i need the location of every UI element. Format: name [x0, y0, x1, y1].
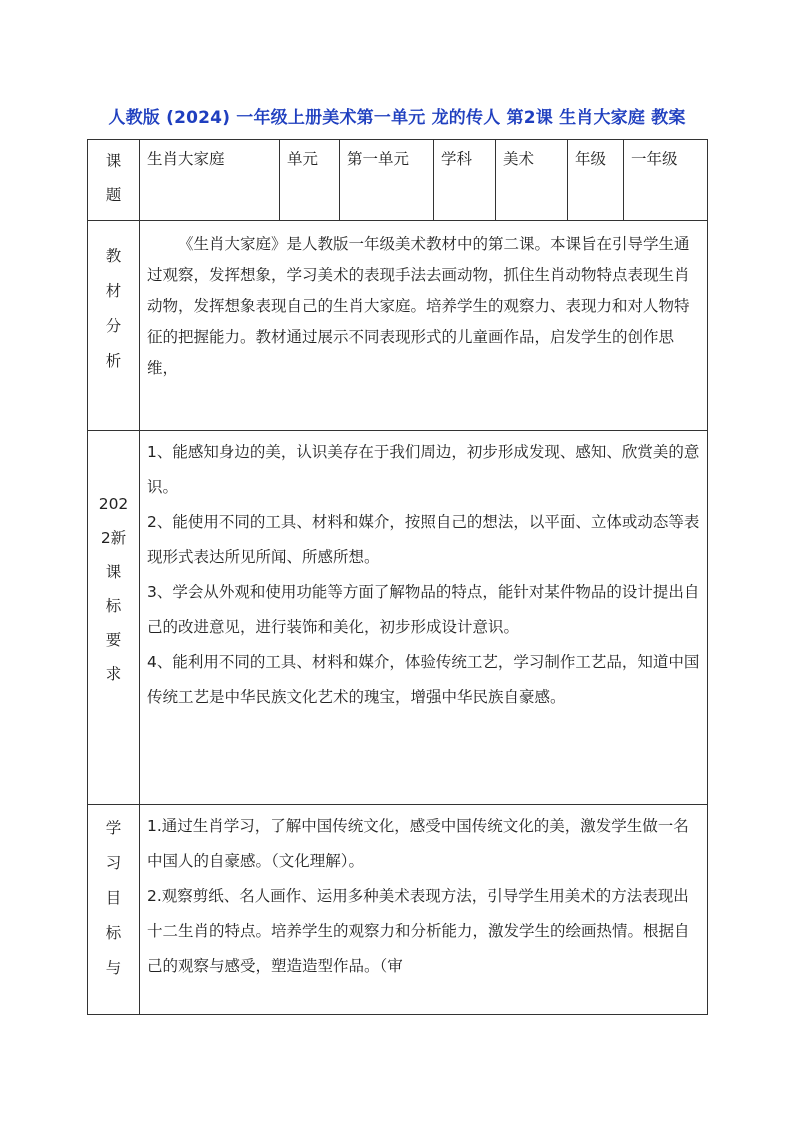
analysis-row [88, 221, 708, 431]
goals-content [140, 805, 708, 1015]
grade-label: 年级 [568, 140, 624, 221]
standards-label: 202 2新 课 标 要 求 [88, 431, 140, 805]
unit-value: 第一单元 [340, 140, 434, 221]
info-row [88, 140, 708, 221]
standard-item: 2、能使用不同的工具、材料和媒介，按照自己的想法，以平面、立体或动态等表现形式表达所见所闻、所感所想。 [147, 513, 700, 566]
goal-item: 2.观察剪纸、名人画作、运用多种美术表现方法，引导学生用美术的方法表现出十二生肖的特点。培养学生的观察力和分析能力，激发学生的绘画热情。根据自己的观察与感受，塑造造型作品。（审 [147, 887, 690, 975]
subject-value: 美术 [496, 140, 568, 221]
standards-row [88, 431, 708, 805]
document-title: 人教版 (2024) 一年级上册美术第一单元 龙的传人 第2课 生肖大家庭 教案 [108, 108, 686, 128]
standard-item: 1、能感知身边的美，认识美存在于我们周边，初步形成发现、感知、欣赏美的意识。 [147, 443, 700, 496]
unit-label: 单元 [280, 140, 340, 221]
goals-label: 学 习 目 标 与 [88, 805, 140, 1015]
standard-item: 3、学会从外观和使用功能等方面了解物品的特点，能针对某件物品的设计提出自己的改进意见，进行装饰和美化，初步形成设计意识。 [147, 583, 700, 636]
analysis-paragraph: 《生肖大家庭》是人教版一年级美术教材中的第二课。本课旨在引导学生通过观察，发挥想象，学习美术的表现手法去画动物，抓住生肖动物特点表现生肖动物，发挥想象表现自己的生肖大家庭。培养学生的观察力、表现力和对人物特征的把握能力。教材通过展示不同表现形式的儿童画作品，启发学生的创作思维， [147, 235, 690, 377]
standard-item: 4、能利用不同的工具、材料和媒介，体验传统工艺，学习制作工艺品，知道中国传统工艺是中华民族文化艺术的瑰宝，增强中华民族自豪感。 [147, 653, 700, 706]
topic-value: 生肖大家庭 [140, 140, 280, 221]
topic-label: 课 题 [88, 140, 140, 221]
subject-label: 学科 [434, 140, 496, 221]
goals-row [88, 805, 708, 1015]
analysis-content [140, 221, 708, 431]
goal-item: 1.通过生肖学习，了解中国传统文化，感受中国传统文化的美，激发学生做一名中国人的自豪感。（文化理解）。 [147, 817, 689, 870]
lesson-plan-table [87, 139, 708, 1015]
analysis-label: 教 材 分 析 [88, 221, 140, 431]
grade-value: 一年级 [624, 140, 708, 221]
standards-content [140, 431, 708, 805]
